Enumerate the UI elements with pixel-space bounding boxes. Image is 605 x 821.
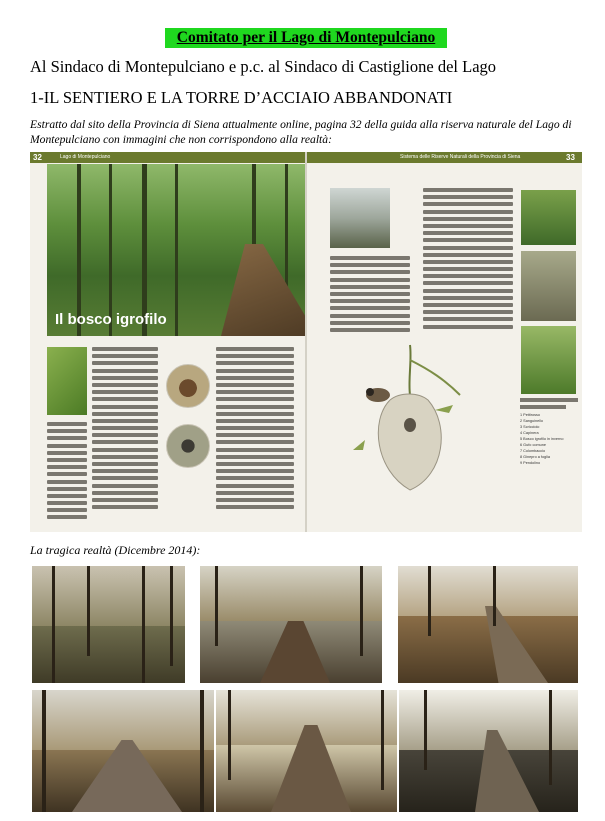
body-text-column-2: [216, 347, 294, 512]
committee-banner: Comitato per il Lago di Montepulciano: [165, 28, 447, 48]
intro-paragraph: Estratto dal sito della Provincia di Siena attualmente online, pagina 32 della guida alla riserva naturale del Lago di Montepulciano con immagini che non corrispondono alla realtà:: [30, 118, 572, 146]
penduline-tit-nest-illustration: [350, 340, 468, 505]
wet-forest-photo: [47, 164, 305, 336]
body-text-column-4: [423, 188, 513, 332]
side-photo-3: [521, 326, 576, 394]
page-fold: [305, 152, 307, 532]
side-photo-2: [521, 251, 576, 321]
photo-title: Il bosco igrofilo: [55, 311, 167, 328]
body-text-column-1: [92, 347, 158, 512]
section-title: 1-IL SENTIERO E LA TORRE D’ACCIAIO ABBANDONATI: [30, 88, 453, 107]
reality-photo-1: [32, 566, 185, 683]
body-text-column-3: [330, 256, 410, 335]
plant-thumbnail: [47, 347, 87, 415]
page-number-left: 32: [33, 153, 42, 162]
blackcap-photo: [166, 424, 210, 468]
reality-photo-4: [32, 690, 214, 812]
page-number-right: 33: [566, 153, 575, 162]
reality-photo-3: [398, 566, 578, 683]
side-photo-1: [521, 190, 576, 245]
reality-photo-2: [200, 566, 382, 683]
reality-photo-5: [216, 690, 397, 812]
reality-photo-6: [399, 690, 578, 812]
body-text-column-1b: [47, 422, 87, 523]
addressee-line: Al Sindaco di Montepulciano e p.c. al Sindaco di Castiglione del Lago: [30, 57, 497, 76]
photo-legend: 1 Pettirosso 2 Sanguinello 3 Scricciolo 4 Capinera 5 Bosco igrofilo in inverno 6 Gufo comune 7 Colombaccio 8 Ginepro a foglia 9 Pendolino: [520, 398, 578, 466]
running-head-right: Sistema delle Riserve Naturali della Provincia di Siena: [400, 154, 521, 160]
reality-caption: La tragica realtà (Dicembre 2014):: [30, 543, 201, 557]
wren-photo: [166, 364, 210, 408]
boardwalk-in-photo: [197, 244, 305, 336]
running-head-left: Lago di Montepulciano: [60, 154, 111, 160]
guide-page-spread: [30, 152, 582, 532]
lake-photo: [330, 188, 390, 248]
